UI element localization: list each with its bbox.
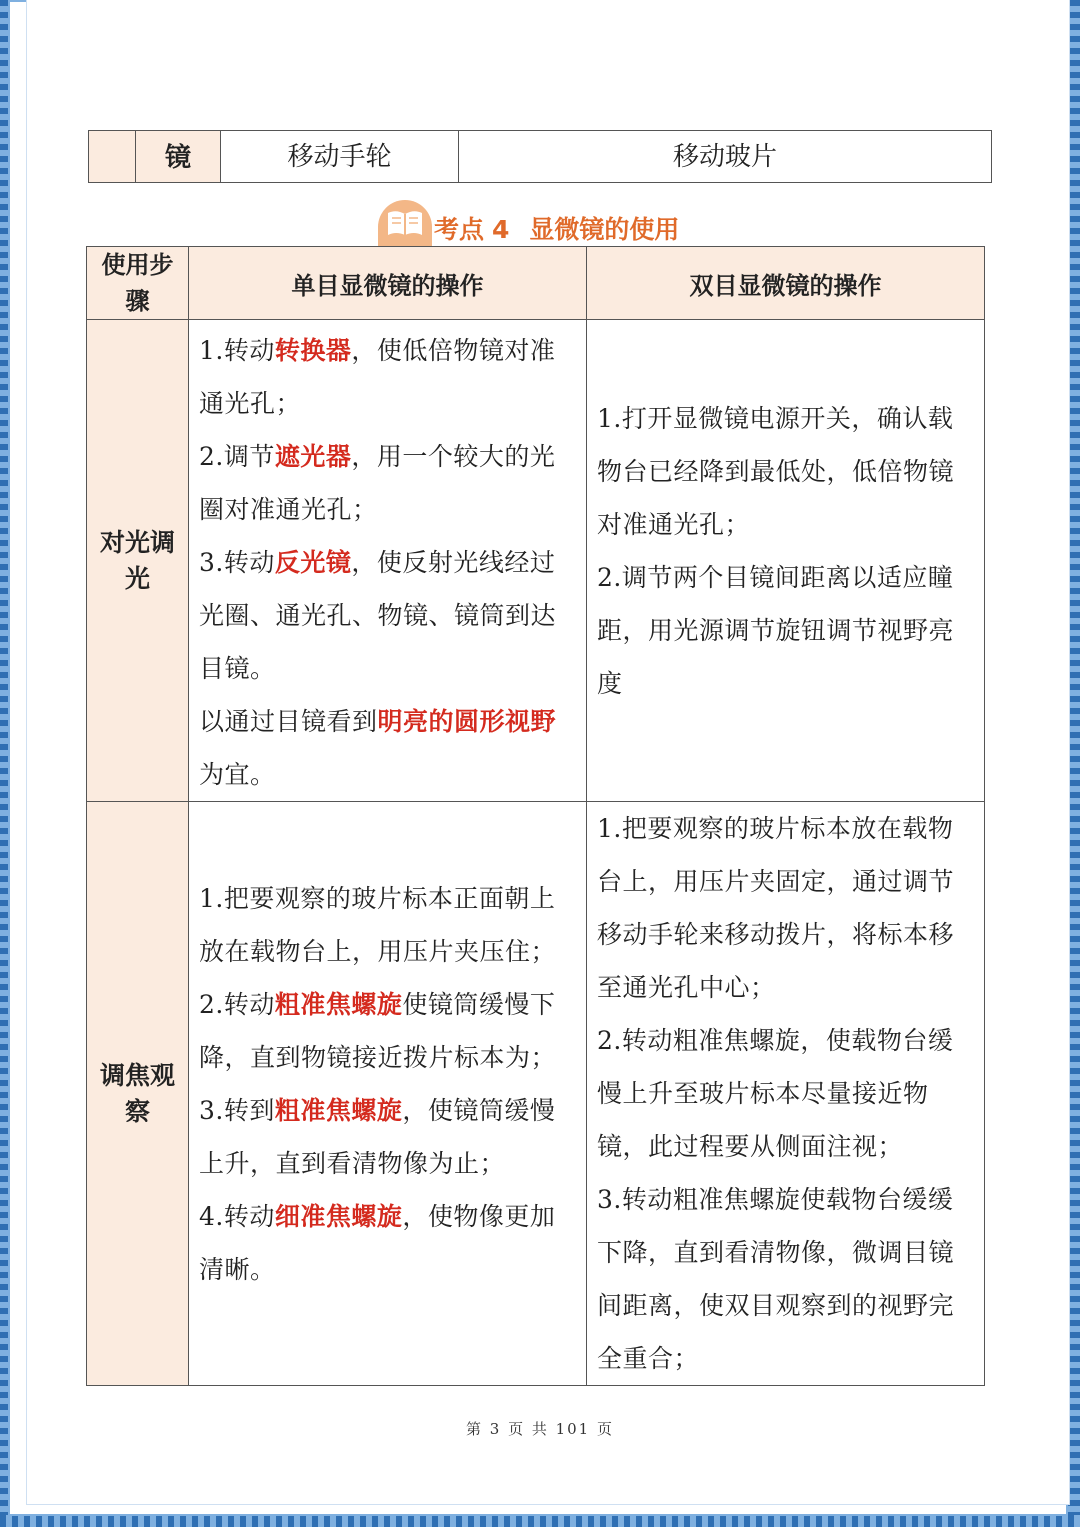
top-row-cell-2: 镜 <box>136 131 221 182</box>
list-item: 2.调节遮光器，用一个较大的光圈对准通光孔； <box>199 442 556 524</box>
list-item: 以通过目镜看到明亮的圆形视野为宜。 <box>199 707 557 789</box>
frame-stripe-left <box>0 0 8 1527</box>
list-item: 2.转动粗准焦螺旋使镜筒缓慢下降，直到物镜接近拨片标本为； <box>199 990 557 1072</box>
book-icon <box>378 200 432 246</box>
list-item: 3.转动反光镜，使反射光线经过光圈、通光孔、物镜、镜筒到达目镜。 <box>199 548 557 683</box>
monocular-cell <box>189 802 587 1386</box>
table-row <box>87 320 985 802</box>
row-step-label: 调焦观察 <box>87 802 189 1386</box>
section-prefix: 考点 <box>434 215 485 244</box>
header-step: 使用步骤 <box>87 247 189 320</box>
monocular-cell <box>189 320 587 802</box>
list-item: 1.打开显微镜电源开关，确认载物台已经降到最低处，低倍物镜对准通光孔； <box>597 404 955 539</box>
list-item: 1.把要观察的玻片标本正面朝上放在载物台上，用压片夹压住； <box>199 884 557 966</box>
section-heading: 显微镜的使用 <box>529 215 680 244</box>
list-item: 2.调节两个目镜间距离以适应瞳距，用光源调节旋钮调节视野亮度 <box>597 563 955 698</box>
binocular-cell <box>587 802 985 1386</box>
section-title <box>378 200 718 246</box>
row-step-label: 对光调光 <box>87 320 189 802</box>
section-number: 4 <box>492 215 510 244</box>
table-row <box>87 802 985 1386</box>
microscope-usage-table <box>86 246 985 1386</box>
top-row-cell-3: 移动手轮 <box>221 131 459 182</box>
previous-table-last-row <box>88 130 992 183</box>
top-row-cell-4: 移动玻片 <box>672 142 777 172</box>
header-monocular: 单目显微镜的操作 <box>189 247 587 320</box>
list-item: 3.转动粗准焦螺旋使载物台缓缓下降，直到看清物像，微调目镜间距离，使双目观察到的视野完全重合； <box>597 1185 955 1373</box>
list-item: 3.转到粗准焦螺旋，使镜筒缓慢上升，直到看清物像为止； <box>199 1096 556 1178</box>
list-item: 1.把要观察的玻片标本放在载物台上，用压片夹固定，通过调节移动手轮来移动拨片，将标本移至通光孔中心； <box>597 814 955 1002</box>
binocular-cell <box>587 320 985 802</box>
top-row-cell-1 <box>89 131 136 182</box>
frame-stripe-bottom <box>0 1515 1080 1527</box>
list-item: 4.转动细准焦螺旋，使物像更加清晰。 <box>199 1202 556 1284</box>
list-item: 1.转动转换器，使低倍物镜对准通光孔； <box>199 336 556 418</box>
page-footer: 第 3 页 共 101 页 <box>465 1420 614 1438</box>
list-item: 2.转动粗准焦螺旋，使载物台缓慢上升至玻片标本尽量接近物镜，此过程要从侧面注视； <box>597 1026 954 1161</box>
header-binocular: 双目显微镜的操作 <box>587 247 985 320</box>
table-header-row <box>87 247 985 320</box>
